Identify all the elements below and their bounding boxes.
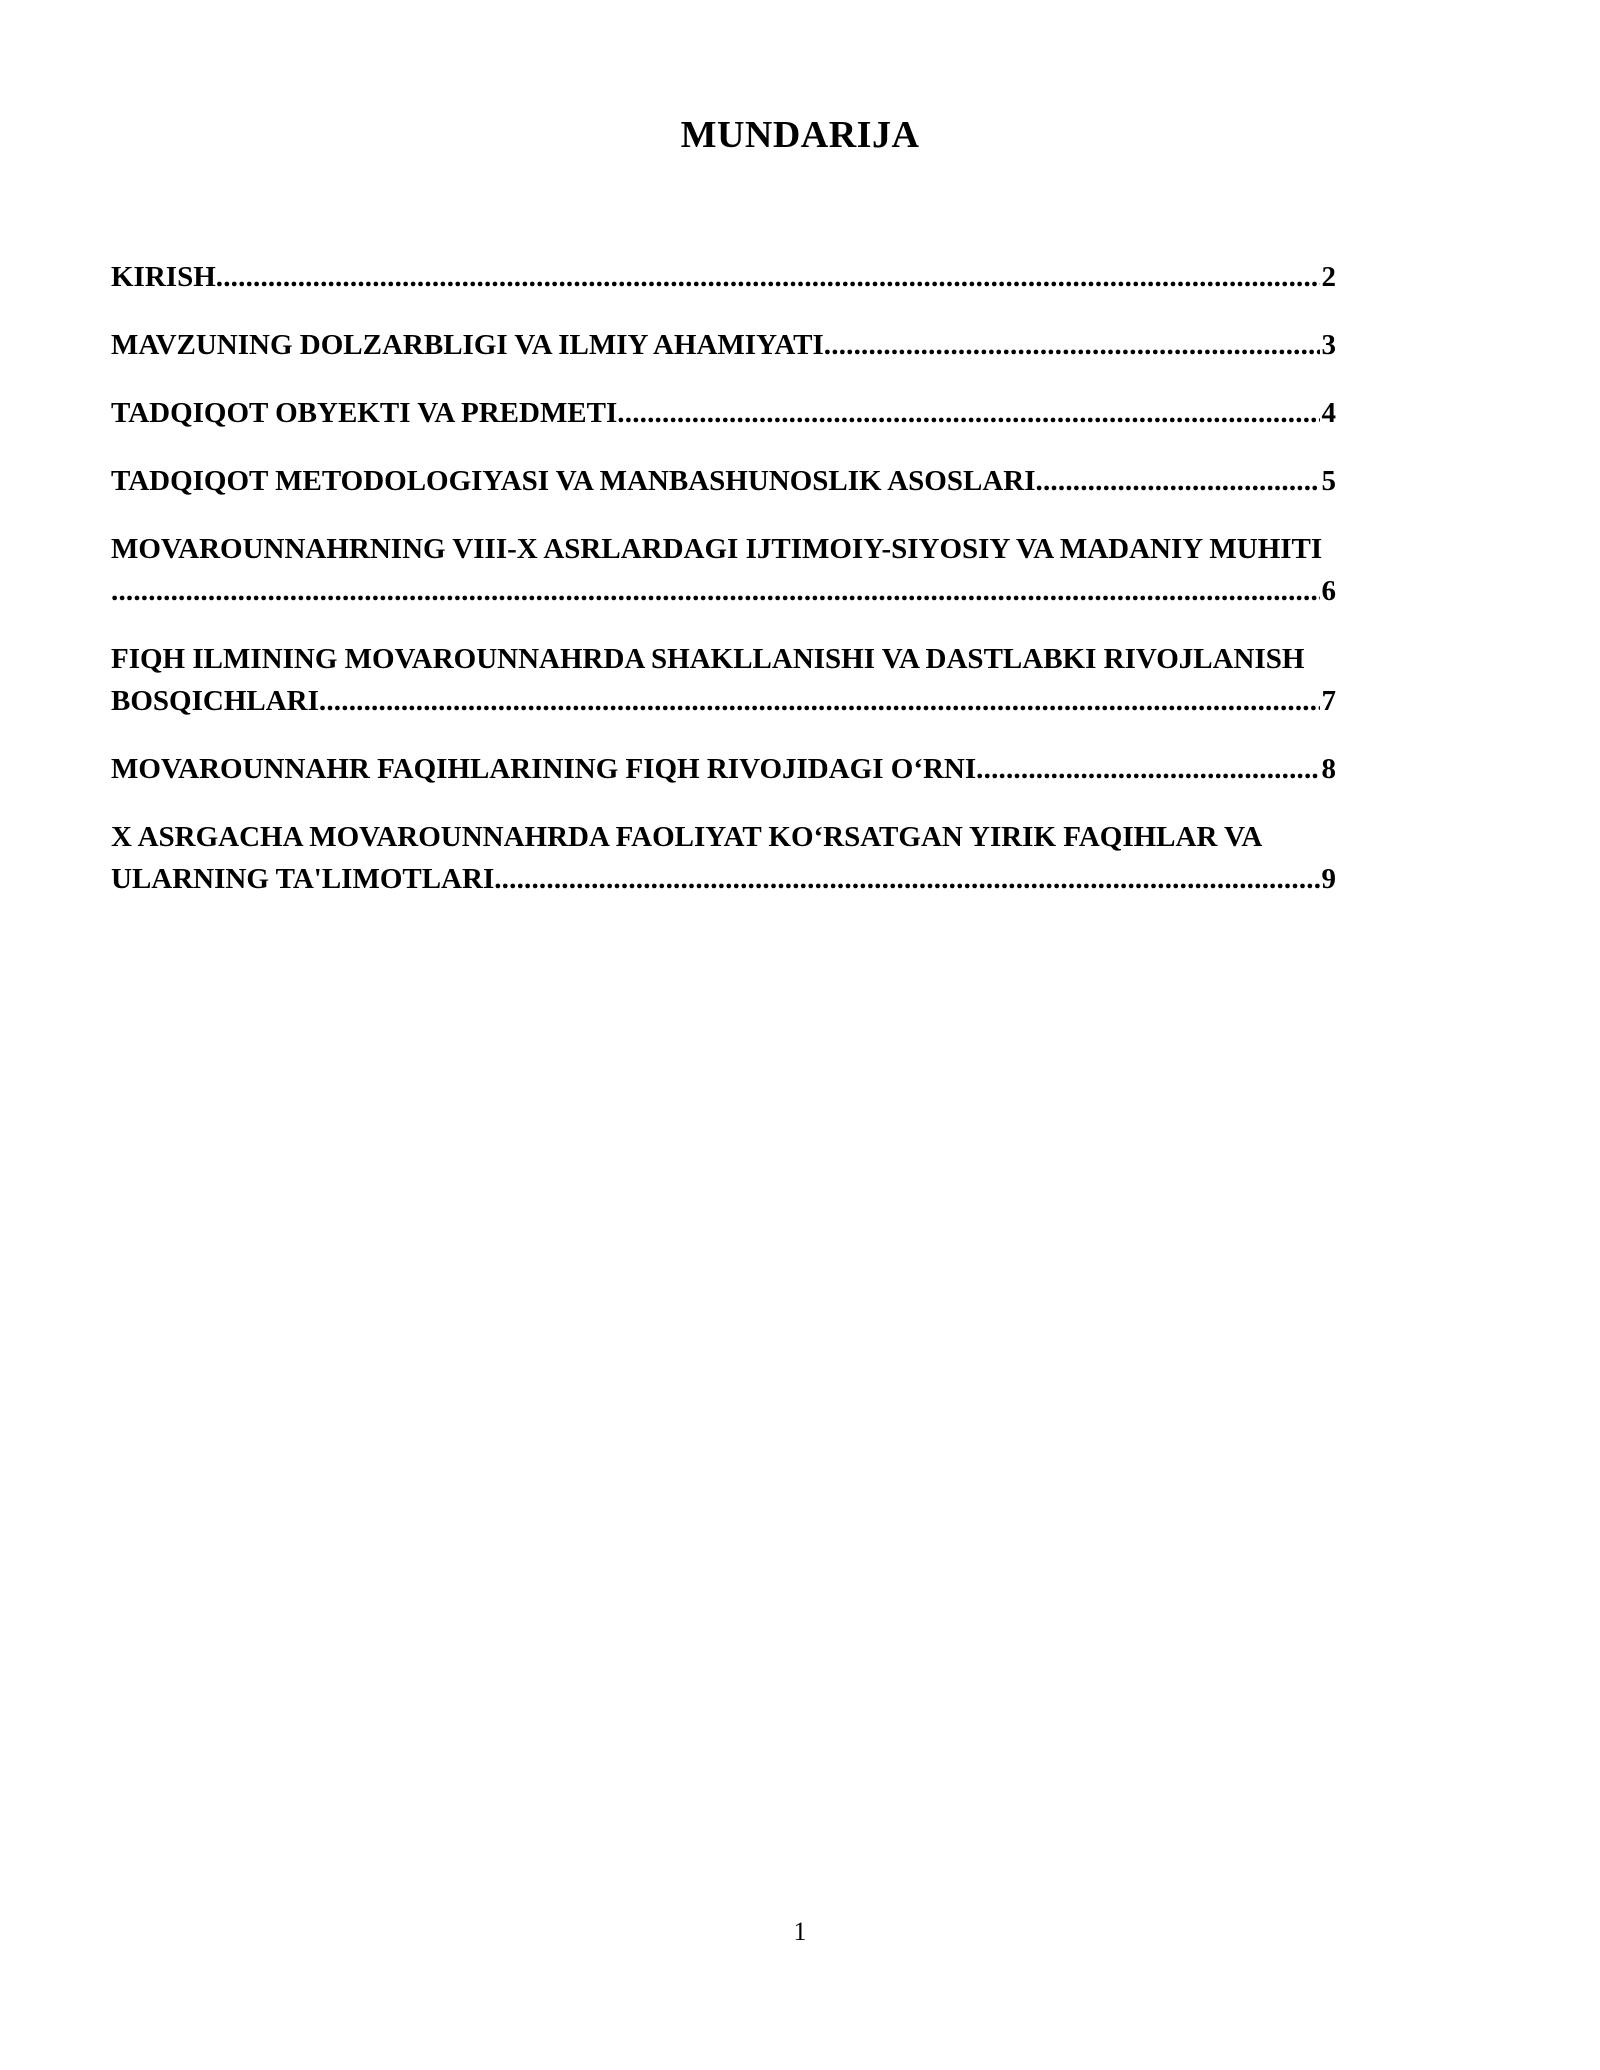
toc-line (111, 256, 1336, 298)
toc-entry-page: 9 (1321, 863, 1336, 895)
toc-entry-page: 6 (1321, 575, 1336, 607)
toc-entry-dolzarblik[interactable] (111, 324, 1336, 366)
toc-entry-title: TADQIQOT OBYEKTI VA PREDMETI (111, 397, 618, 429)
toc-entry-page: 2 (1321, 261, 1336, 293)
toc-entry-yirik-faqihlar[interactable] (111, 816, 1336, 900)
toc-entry-page: 4 (1321, 397, 1336, 429)
toc-entry-title-cont: ULARNING TA'LIMOTLARI (111, 863, 495, 895)
toc-entry-title: MOVAROUNNAHR FAQIHLARINING FIQH RIVOJIDAGI O‘RNI (111, 753, 977, 785)
dot-leader (319, 680, 1320, 722)
toc-entry-title: FIQH ILMINING MOVAROUNNAHRDA SHAKLLANISHI VA DASTLABKI RIVOJLANISH (111, 643, 1305, 675)
toc-entry-title-cont: BOSQICHLARI (111, 685, 319, 717)
toc-line (111, 680, 1336, 722)
toc-entry-page: 8 (1321, 753, 1336, 785)
toc-entry-metodologiya[interactable] (111, 460, 1336, 502)
dot-leader (111, 570, 1320, 612)
dot-leader (617, 392, 1319, 434)
toc-line (111, 460, 1336, 502)
toc-entry-muhit[interactable] (111, 528, 1336, 612)
toc-line (111, 748, 1336, 790)
toc-entry-page: 7 (1321, 685, 1336, 717)
toc-entry-title: X ASRGACHA MOVAROUNNAHRDA FAOLIYAT KO‘RSATGAN YIRIK FAQIHLAR VA (111, 821, 1263, 853)
dot-leader (494, 858, 1319, 900)
dot-leader (1036, 460, 1320, 502)
toc-entry-faqihlar-orni[interactable] (111, 748, 1336, 790)
dot-leader (976, 748, 1319, 790)
toc-line (111, 570, 1336, 612)
toc-entry-title: MAVZUNING DOLZARBLIGI VA ILMIY AHAMIYATI (111, 329, 824, 361)
toc-entry-page: 3 (1321, 329, 1336, 361)
page-number: 1 (793, 1917, 807, 1946)
toc-line (111, 392, 1336, 434)
toc-line (111, 858, 1336, 900)
table-of-contents (111, 256, 1336, 926)
toc-entry-title: MOVAROUNNAHRNING VIII-X ASRLARDAGI IJTIMOIY-SIYOSIY VA MADANIY MUHITI (111, 533, 1323, 565)
dot-leader (216, 256, 1320, 298)
dot-leader (824, 324, 1320, 366)
toc-entry-page: 5 (1321, 465, 1336, 497)
page-title: MUNDARIJA (680, 114, 920, 156)
toc-entry-obyekt[interactable] (111, 392, 1336, 434)
toc-entry-kirish[interactable] (111, 256, 1336, 298)
toc-line (111, 324, 1336, 366)
toc-entry-title: TADQIQOT METODOLOGIYASI VA MANBASHUNOSLIK ASOSLARI (111, 465, 1036, 497)
toc-entry-shakllanish[interactable] (111, 638, 1336, 722)
toc-entry-title: KIRISH (111, 261, 216, 293)
